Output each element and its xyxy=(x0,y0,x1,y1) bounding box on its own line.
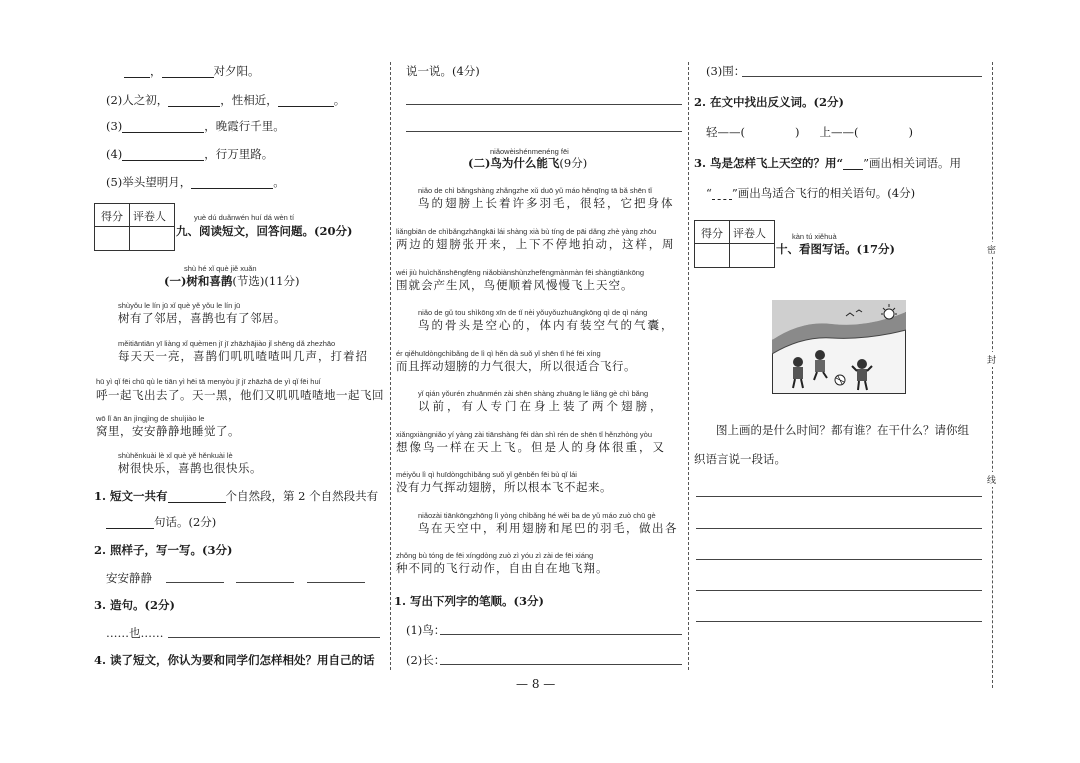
writing-prompt-2: 织语言说一段话。 xyxy=(694,452,786,466)
answer-line[interactable] xyxy=(406,131,682,132)
text-pinyin: shùhěnkuài lè xǐ què yě hěnkuài lè xyxy=(118,451,233,460)
text-pinyin: liǎngbiān de chìbǎngzhāngkāi lái shàng xià bù tíng de pāi dǎng zhè yàng zhōu xyxy=(396,227,657,236)
stroke-order-niao: (1)鸟： xyxy=(406,623,446,637)
answer-line[interactable] xyxy=(406,104,682,105)
answer-blank[interactable] xyxy=(122,149,204,161)
text-pinyin: ér qiěhuīdòngchìbǎng de lì qì hěn dà suǒ yǐ shēn tǐ hé fēi xíng xyxy=(396,349,601,358)
score-label: 得分 xyxy=(701,227,723,240)
page-number: — 8 — xyxy=(516,677,556,691)
passage-text: 窝里，安安静静地睡觉了。 xyxy=(96,424,240,438)
text-pinyin: niǎozài tiānkōngzhōng lì yòng chìbǎng hé wěi ba de yǔ máo zuò chū gè xyxy=(418,511,656,520)
passage-text: 鸟的翅膀上长着许多羽毛，很轻，它把身体 xyxy=(418,196,675,210)
passage-1-pinyin: shù hé xǐ què jiě xuǎn xyxy=(184,264,257,273)
text-pinyin: zhǒng bù tóng de fēi xíngdòng zuò zì yóu zì zài de fēi xiáng xyxy=(396,551,594,560)
passage-text: 每天天一亮，喜鹊们叽叽喳喳叫几声，打着招 xyxy=(118,349,368,363)
poem-line-1: ， 对夕阳。 xyxy=(124,64,260,78)
answer-line[interactable] xyxy=(440,634,682,635)
mid-question-1: 1. 写出下列字的笔顺。(3分) xyxy=(394,594,544,608)
antonym-row: 轻——( ) 上——( ) xyxy=(706,125,913,139)
question-3: 3. 造句。(2分) xyxy=(94,598,175,612)
text-pinyin: wō lǐ ān ān jìngjìng de shuìjiào le xyxy=(96,414,205,423)
text-pinyin: měitiāntiān yī liàng xǐ quèmen jī jī zhāzhājiào jǐ shēng dǎ zhezhāo xyxy=(118,339,336,348)
text-pinyin: xiǎngxiàngniǎo yí yàng zài tiānshàng fēi dàn shì rén de shēn tǐ hěnzhòng yòu xyxy=(396,430,653,439)
stroke-order-wei: (3)围： xyxy=(706,64,746,78)
poem-line-3: (3) ，晚霞行千里。 xyxy=(106,119,285,133)
score-box xyxy=(94,203,175,251)
question-4: 4. 读了短文，你认为要和同学们怎样相处？用自己的话 xyxy=(94,653,375,667)
right-question-2: 2. 在文中找出反义词。(2分) xyxy=(694,95,844,109)
text-pinyin: méiyǒu lì qì huīdòngchìbǎng suǒ yǐ gēnběn fēi bù qǐ lái xyxy=(396,470,577,479)
poem-line-5: (5)举头望明月， 。 xyxy=(106,175,285,189)
text-pinyin: wéi jiù huìchǎnshēngfēng niǎobiànshùnzhefēngmànmàn fēi shàngtiānkōng xyxy=(396,268,645,277)
writing-prompt-1: 图上画的是什么时间？都有谁？在干什么？请你组 xyxy=(716,423,969,437)
score-box xyxy=(694,220,775,268)
reviewer-label: 评卷人 xyxy=(133,210,166,223)
poem-line-2: (2)人之初， ，性相近， 。 xyxy=(106,93,346,107)
passage-text: 以前，有人专门在身上装了两个翅膀， xyxy=(418,399,665,413)
passage-text: 树有了邻居，喜鹊也有了邻居。 xyxy=(118,311,286,325)
answer-blank[interactable] xyxy=(168,95,220,107)
answer-blank[interactable] xyxy=(168,491,226,503)
passage-text: 想像鸟一样在天上飞。但是人的身体很重，又 xyxy=(396,440,666,454)
score-label: 得分 xyxy=(101,210,123,223)
answer-line[interactable] xyxy=(168,637,380,638)
section-10-pinyin: kàn tú xiěhuà xyxy=(792,232,837,241)
writing-line[interactable] xyxy=(696,528,982,529)
question-1-cont: 句话。(2分) xyxy=(106,515,216,529)
passage-text: 鸟在天空中，利用翅膀和尾巴的羽毛，做出各 xyxy=(418,521,678,535)
poem-line-4: (4) ，行万里路。 xyxy=(106,147,274,161)
text-pinyin: hū yì qǐ fēi chū qù le tiān yì hēi tā menyòu jī jī zhāzhā de yì qǐ fēi huí xyxy=(96,377,321,386)
question-4-cont: 说一说。(4分) xyxy=(406,64,480,78)
seal-mark-mi: 密 xyxy=(987,242,996,257)
writing-line[interactable] xyxy=(696,590,982,591)
ball-icon xyxy=(835,375,845,385)
playground-illustration xyxy=(772,300,906,394)
question-2: 2. 照样子，写一写。(3分) xyxy=(94,543,233,557)
passage-text: 鸟的骨头是空心的，体内有装空气的气囊， xyxy=(418,318,675,332)
writing-line[interactable] xyxy=(696,621,982,622)
question-3-example: ……也…… xyxy=(106,626,164,640)
section-10-title: 十、看图写话。(17分) xyxy=(776,242,895,256)
passage-text: 呼一起飞出去了。天一黑，他们又叽叽喳喳地一起飞回 xyxy=(96,388,384,402)
column-divider xyxy=(688,62,689,670)
answer-line[interactable] xyxy=(307,582,365,583)
section-9-title: 九、阅读短文，回答问题。(20分) xyxy=(176,224,353,238)
seal-mark-feng: 封 xyxy=(987,352,996,367)
stroke-order-chang: (2)长： xyxy=(406,653,446,667)
passage-text: 两边的翅膀张开来，上下不停地拍动，这样，周 xyxy=(396,237,676,251)
passage-1-title: (一)树和喜鹊(节选)(11分) xyxy=(164,274,300,288)
seal-line xyxy=(992,62,993,688)
answer-blank[interactable] xyxy=(278,95,334,107)
right-question-3-cont: “ ”画出鸟适合飞行的相关语句。(4分) xyxy=(706,186,916,200)
question-1: 1. 短文一共有 个自然段，第 2 个自然段共有 xyxy=(94,489,379,503)
passage-text: 围就会产生风，鸟便顺着风慢慢飞上天空。 xyxy=(396,278,634,292)
column-divider xyxy=(390,62,391,670)
answer-line[interactable] xyxy=(236,582,294,583)
answer-line[interactable] xyxy=(166,582,224,583)
passage-2-title: (二)鸟为什么能飞(9分) xyxy=(468,156,588,170)
reviewer-label: 评卷人 xyxy=(733,227,766,240)
passage-2-pinyin: niǎowèishénmenéng fēi xyxy=(490,147,569,156)
right-question-3: 3. 鸟是怎样飞上天空的？用“ ”画出相关词语。用 xyxy=(694,156,962,170)
passage-text: 树很快乐，喜鹊也很快乐。 xyxy=(118,461,262,475)
text-pinyin: niǎo de gǔ tou shìkōng xīn de tǐ nèi yǒuyǒuzhuāngkōng qì de qì náng xyxy=(418,308,648,317)
passage-text: 没有力气挥动翅膀，所以根本飞不起来。 xyxy=(396,480,612,494)
seal-mark-xian: 线 xyxy=(987,472,996,487)
question-2-example: 安安静静 xyxy=(106,571,152,585)
answer-blank[interactable] xyxy=(106,517,154,529)
answer-line[interactable] xyxy=(742,76,982,77)
passage-text: 种不同的飞行动作，自由自在地飞翔。 xyxy=(396,561,609,575)
answer-blank[interactable] xyxy=(122,121,204,133)
text-pinyin: niǎo de chì bǎngshàng zhǎngzhe xǔ duō yǔ máo hěnqīng tā bǎ shēn tǐ xyxy=(418,186,652,195)
answer-blank[interactable] xyxy=(191,177,273,189)
writing-line[interactable] xyxy=(696,496,982,497)
writing-line[interactable] xyxy=(696,559,982,560)
passage-text: 而且挥动翅膀的力气很大，所以很适合飞行。 xyxy=(396,359,636,373)
text-pinyin: yǐ qián yǒurén zhuānmén zài shēn shàng zhuāng le liǎng gè chì bǎng xyxy=(418,389,649,398)
answer-line[interactable] xyxy=(440,664,682,665)
section-9-pinyin: yuè dú duǎnwén huí dá wèn tí xyxy=(194,213,295,222)
text-pinyin: shùyǒu le lín jū xǐ què yě yǒu le lín jū xyxy=(118,301,241,310)
